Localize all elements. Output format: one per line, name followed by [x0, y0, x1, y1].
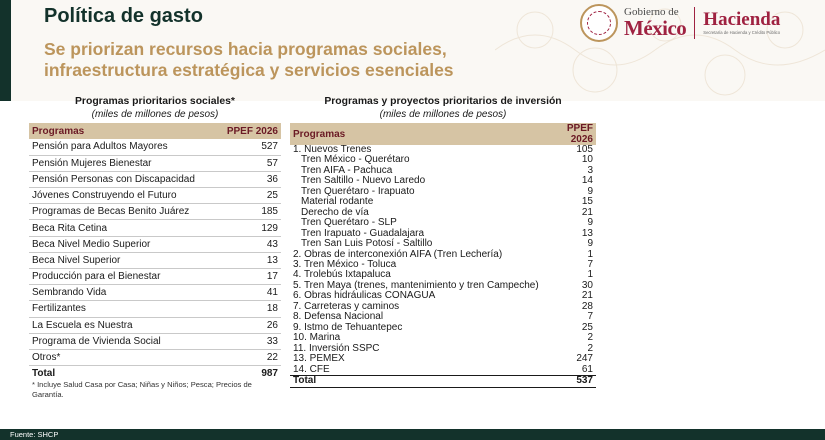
program-value: 57	[217, 155, 281, 171]
program-value: 527	[217, 139, 281, 155]
table-row	[29, 333, 281, 349]
program-name: Otros*	[29, 349, 217, 365]
program-value: 18	[217, 301, 281, 317]
program-value: 41	[217, 285, 281, 301]
program-value: 10	[581, 154, 593, 166]
program-name: Material rodante	[301, 196, 374, 208]
program-name: 6. Obras hidráulicas CONAGUA	[293, 290, 436, 302]
col-header-value: PPEF 2026	[542, 123, 596, 145]
program-name: 9. Istmo de Tehuantepec	[293, 321, 403, 333]
table-header-row	[290, 123, 596, 145]
table-row	[29, 155, 281, 171]
col-header-value: PPEF 2026	[217, 123, 281, 139]
program-name: Tren México - Querétaro	[301, 154, 410, 166]
program-name: Jóvenes Construyendo el Futuro	[29, 188, 217, 204]
program-value: 36	[217, 171, 281, 187]
program-value: 9	[587, 185, 593, 197]
investment-panel-subtitle: (miles de millones de pesos)	[379, 109, 507, 120]
table-row	[290, 239, 596, 249]
program-name: 5. Tren Maya (trenes, mantenimiento y tren Campeche)	[293, 279, 539, 291]
program-value: 9	[587, 217, 593, 229]
social-panel-title: Programas prioritarios sociales*	[75, 96, 235, 107]
program-name: 7. Carreteras y caminos	[293, 300, 400, 312]
gob-top-text: Gobierno de	[624, 6, 679, 18]
program-name: Sembrando Vida	[29, 285, 217, 301]
program-name: 10. Marina	[293, 332, 341, 344]
program-value: 3	[587, 164, 593, 176]
program-value: 13	[581, 227, 593, 239]
program-name: Pensión Mujeres Bienestar	[29, 155, 217, 171]
program-value: 33	[217, 333, 281, 349]
table-row	[29, 349, 281, 365]
program-value: 9	[587, 238, 593, 250]
table-header-row	[29, 123, 281, 139]
program-value: 22	[217, 349, 281, 365]
program-name: 11. Inversión SSPC	[293, 342, 380, 354]
table-row	[29, 220, 281, 236]
program-name: Tren Querétaro - Irapuato	[301, 185, 415, 197]
program-name: Beca Nivel Medio Superior	[29, 236, 217, 252]
program-name: Tren Irapuato - Guadalajara	[301, 227, 425, 239]
program-value: 25	[217, 188, 281, 204]
program-name: Producción para el Bienestar	[29, 269, 217, 285]
table-row	[290, 354, 596, 364]
investment-panel-title: Programas y proyectos prioritarios de inversión	[324, 96, 562, 107]
social-footnote: * Incluye Salud Casa por Casa; Niñas y Niños; Pesca; Precios de Garantía.	[32, 380, 252, 399]
program-name: 3. Tren México - Toluca	[293, 258, 397, 270]
total-row	[290, 375, 596, 387]
government-logos	[580, 3, 780, 43]
program-name: La Escuela es Nuestra	[29, 317, 217, 333]
gob-main-text: México	[624, 16, 687, 40]
program-value: 15	[581, 196, 593, 208]
program-value: 1	[587, 248, 593, 260]
left-accent-bar	[0, 0, 11, 101]
program-value: 21	[581, 290, 593, 302]
table-row	[29, 252, 281, 268]
program-value: 43	[217, 236, 281, 252]
program-name: Tren San Luis Potosí - Saltillo	[301, 238, 433, 250]
total-value: 987	[217, 366, 281, 382]
program-name: Programa de Vivienda Social	[29, 333, 217, 349]
program-name: Tren Querétaro - SLP	[301, 217, 397, 229]
table-row	[290, 365, 596, 376]
gobierno-mexico-logo	[624, 7, 686, 39]
table-row	[29, 139, 281, 155]
program-name: 1. Nuevos Trenes	[293, 144, 372, 155]
program-value: 2	[587, 332, 593, 344]
hacienda-logo	[703, 10, 780, 35]
program-value: 30	[581, 279, 593, 291]
footer-bar	[0, 429, 825, 440]
table-row	[29, 204, 281, 220]
total-value: 537	[542, 375, 596, 387]
program-name: 8. Defensa Nacional	[293, 311, 384, 323]
social-panel-subtitle: (miles de millones de pesos)	[91, 109, 219, 120]
total-label: Total	[29, 366, 217, 382]
investment-programs-table	[290, 123, 596, 388]
source-note: Fuente: SHCP	[10, 430, 59, 439]
table-row	[29, 317, 281, 333]
program-name: Fertilizantes	[29, 301, 217, 317]
program-value: 13	[217, 252, 281, 268]
program-value: 21	[581, 206, 593, 218]
table-row	[29, 269, 281, 285]
program-name: Tren Saltillo - Nuevo Laredo	[301, 175, 426, 187]
program-value: 28	[581, 300, 593, 312]
program-value: 2	[587, 342, 593, 354]
col-header-program: Programas	[290, 123, 542, 145]
program-value: 61	[581, 363, 593, 375]
table-row	[29, 301, 281, 317]
total-label: Total	[290, 375, 542, 387]
logo-divider	[694, 7, 695, 39]
program-name: Derecho de vía	[301, 206, 369, 218]
social-programs-table	[29, 123, 281, 382]
hacienda-sub-text: Secretaría de Hacienda y Crédito Público	[703, 30, 781, 36]
program-value: 25	[581, 321, 593, 333]
program-value: 1	[587, 269, 593, 281]
subtitle-line-1: Se priorizan recursos hacia programas sociales,	[44, 39, 447, 59]
program-name: Beca Nivel Superior	[29, 252, 217, 268]
mexico-seal-icon	[580, 4, 618, 42]
program-value: 105	[576, 144, 593, 155]
col-header-program: Programas	[29, 123, 217, 139]
subtitle-line-2: infraestructura estratégica y servicios esenciales	[44, 60, 454, 80]
program-value: 17	[217, 269, 281, 285]
page-subtitle	[44, 39, 564, 81]
table-row	[29, 171, 281, 187]
table-row	[29, 285, 281, 301]
program-name: 4. Trolebús Ixtapaluca	[293, 269, 391, 281]
program-value: 7	[587, 258, 593, 270]
program-name: Pensión Personas con Discapacidad	[29, 171, 217, 187]
program-value: 26	[217, 317, 281, 333]
program-value: 247	[576, 353, 593, 365]
program-name: 14. CFE	[293, 363, 330, 375]
program-name: 13. PEMEX	[293, 353, 345, 365]
program-name: 2. Obras de interconexión AIFA (Tren Lechería)	[293, 248, 503, 260]
table-row	[29, 188, 281, 204]
page-title: Política de gasto	[44, 5, 203, 27]
program-value: 7	[587, 311, 593, 323]
program-value: 14	[581, 175, 593, 187]
program-name: Beca Rita Cetina	[29, 220, 217, 236]
program-name: Pensión para Adultos Mayores	[29, 139, 217, 155]
program-name: Programas de Becas Benito Juárez	[29, 204, 217, 220]
hacienda-main-text: Hacienda	[703, 9, 781, 31]
program-name: Tren AIFA - Pachuca	[301, 164, 393, 176]
program-value: 185	[217, 204, 281, 220]
program-value: 129	[217, 220, 281, 236]
table-row	[29, 236, 281, 252]
